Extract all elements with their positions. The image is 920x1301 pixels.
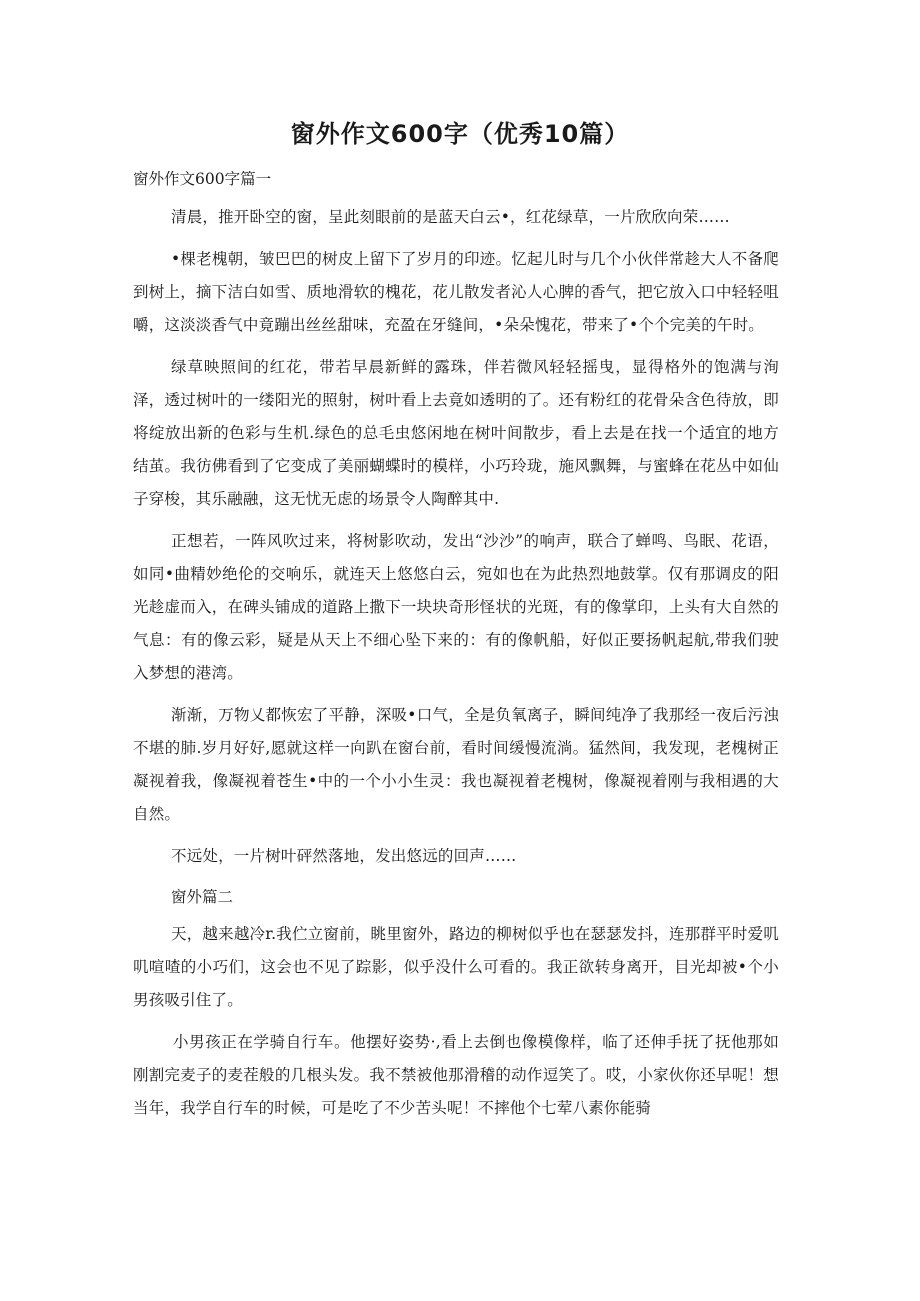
paragraph-6: 不远处，一片树叶砰然落地，发出悠远的回声…… xyxy=(171,847,517,865)
paragraph-7: 天，越来越冷r.我伫立窗前，眺里窗外，路边的柳树似乎也在瑟瑟发抖，连那群平时爱叽叽喧喳的小巧们，这会也不见了踪影，似乎没什么可看的。我正欲转身离开，目光却被•个小男孩吸引住了。 xyxy=(133,925,779,1009)
paragraph-3: 绿草映照间的红花，带若早晨新鲜的露珠，伴若微风轻轻摇曳，显得格外的饱满与洵泽，透过树叶的一缕阳光的照射，树叶看上去竟如透明的了。还有粉红的花骨朵含色待放，即将绽放出新的色彩与生机.绿色的总毛虫悠闲地在树叶间散步，看上去是在找一个适宜的地方结茧。我彷佛看到了它变成了美丽蝴蝶时的模样，小巧玲珑，施风飘舞，与蜜蜂在花丛中如仙子穿梭，其乐融融，这无忧无虑的场景令人陶醉其中. xyxy=(133,358,779,508)
paragraph-8: 小男孩正在学骑自行车。他摆好姿势·,看上去倒也像模像样，临了还伸手抚了抚他那如刚割完麦子的麦茬般的几根头发。我不禁被他那滑稽的动作逗笑了。哎，小家伙你还早呢！想当年，我学自行车的时候，可是吃了不少苦头呢！不摔他个七荤八素你能骑 xyxy=(133,1033,779,1117)
document-title: 窗外作文600字（优秀10篇） xyxy=(290,120,630,148)
paragraph-5: 渐渐，万物乂都恢宏了平静，深吸•口气，全是负氧离子，瞬间纯净了我那经一夜后污浊不堪的肺.岁月好好,愿就这样一向趴在窗台前，看时间缓慢流淌。猛然间，我发现，老槐树正凝视着我，像凝视着苍生•中的一个小小生灵：我也凝视着老槐树，像凝视着刚与我相遇的大自然。 xyxy=(133,706,779,823)
section-one-heading: 窗外作文600字篇一 xyxy=(133,170,272,188)
paragraph-4: 正想若，一阵风吹过来，将树影吹动，发出“沙沙”的响声，联合了蝉鸣、鸟眠、花语，如同•曲精妙绝伦的交响乐，就连天上悠悠白云，宛如也在为此热烈地鼓掌。仅有那调皮的阳光趁虚而入，在碑头铺成的道路上撒下一块块奇形怪状的光斑，有的像掌印，上头有大自然的气息：有的像云彩，疑是从天上不细心坠下来的：有的像帆船，好似正要扬帆起航,带我们驶入梦想的港湾。 xyxy=(133,532,779,682)
section-two-heading: 窗外篇二 xyxy=(171,888,234,906)
paragraph-1: 清晨，推开卧空的窗，呈此刻眼前的是蓝天白云•，红花绿草，一片欣欣向荣…… xyxy=(171,208,730,226)
paragraph-2: •棵老槐朝，皱巴巴的树皮上留下了岁月的印迹。忆起儿时与几个小伙伴常趁大人不备爬到树上，摘下洁白如雪、质地滑软的槐花，花儿散发者沁人心脾的香气，把它放入口中轻轻咀嚼，这淡淡香气中竟蹦出丝丝甜味，充盈在牙缝间，•朵朵愧花，带来了•个个完美的午时。 xyxy=(133,250,779,334)
document-body xyxy=(133,166,779,1134)
